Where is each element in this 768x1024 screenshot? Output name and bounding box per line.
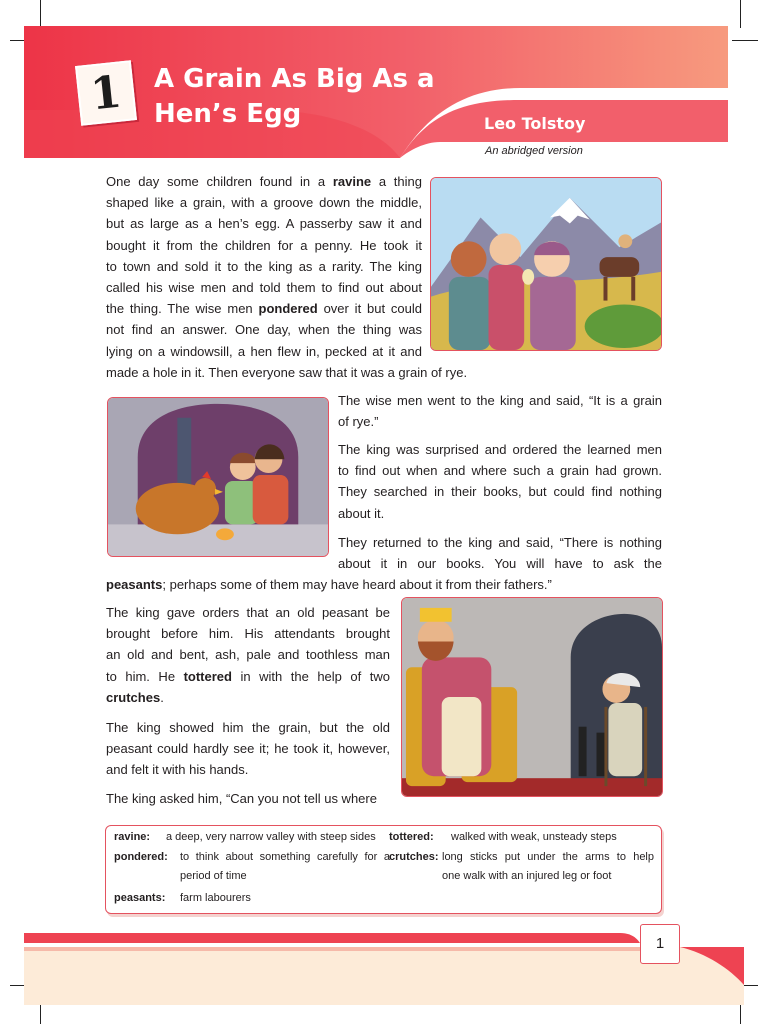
definition-line: long sticks put under the arms to help xyxy=(442,850,654,863)
text-line: but as large as a hen’s egg. A passerby saw it and xyxy=(106,216,422,232)
title-line: A Grain As Big As a xyxy=(154,64,435,94)
definition-line: one walk with an injured leg or foot xyxy=(442,870,612,882)
text-line: The wise men went to the king and said, “It is a grain xyxy=(338,393,662,408)
vocab-word: crutches xyxy=(106,689,161,705)
glossary-term: crutches: xyxy=(389,850,439,863)
definition-line: a deep, very narrow valley with steep sides xyxy=(166,831,376,843)
text-line: shaped like a grain, with a groove down the middle, xyxy=(106,195,422,211)
illustration-king-and-peasant xyxy=(401,597,663,797)
definition-line: walked with weak, unsteady steps xyxy=(451,831,617,843)
glossary-box xyxy=(105,825,662,914)
text-line: peasant could hardly see it; he took it, however, xyxy=(106,741,390,757)
text-line: The king showed him the grain, but the old xyxy=(106,720,390,735)
vocab-word: tottered xyxy=(183,668,232,684)
story-text: ; perhaps some of them may have heard about it from their fathers.” xyxy=(162,577,552,592)
vocab-word: peasants xyxy=(106,577,163,592)
glossary-term: tottered: xyxy=(389,831,434,843)
definition-line: period of time xyxy=(180,870,247,882)
glossary-term: peasants: xyxy=(114,892,166,904)
text-line: The king was surprised and ordered the learned men xyxy=(338,442,662,457)
glossary-definition xyxy=(166,828,376,848)
vocab-word: pondered xyxy=(258,301,318,317)
story-paragraph-2 xyxy=(338,390,662,432)
glossary-term: ravine: xyxy=(114,831,151,843)
text-line: crutches. xyxy=(106,689,164,705)
illustration-hen-at-window xyxy=(107,397,329,557)
text-line: lying on a windowsill, a hen flew in, pecked at it and xyxy=(106,343,422,359)
text-line: the thing. The wise men pondered over it but could xyxy=(106,301,422,317)
text-line: bought it from the children for a penny. He took it xyxy=(106,237,422,253)
chapter-number-badge: 1 xyxy=(75,60,137,126)
story-paragraph-4-last-line xyxy=(106,574,666,595)
text-line: and felt it with his hands. xyxy=(106,762,249,778)
glossary-term: pondered: xyxy=(114,850,168,863)
illustration-children-with-grain xyxy=(430,177,662,351)
story-paragraph-4 xyxy=(338,532,662,574)
text-line: not find an answer. One day, when the thing was xyxy=(106,322,422,338)
glossary-definition xyxy=(180,889,390,909)
story-paragraph-6 xyxy=(106,717,390,781)
chapter-title xyxy=(154,62,454,132)
text-line: of rye.” xyxy=(338,414,379,430)
text-line: They returned to the king and said, “There is nothing xyxy=(338,535,662,550)
text-line: to find out when and where such a grain had grown. xyxy=(338,463,662,479)
text-line: an old and bent, ash, pale and toothless man xyxy=(106,647,390,663)
definition-line: farm labourers xyxy=(180,892,251,904)
version-note: An abridged version xyxy=(485,145,583,157)
text-line: about it in our books. You will have to ask the xyxy=(338,556,662,572)
story-paragraph-3 xyxy=(338,439,662,524)
text-line: One day some children found in a ravine a thing xyxy=(106,174,422,189)
vocab-word: ravine xyxy=(332,174,372,189)
text-line: called his wise men and told them to find out about xyxy=(106,280,422,296)
glossary-definition xyxy=(442,848,654,887)
text-line: They searched in their books, but could find nothing xyxy=(338,484,662,500)
story-paragraph-1-last-line: made a hole in it. Then everyone saw that it was a grain of rye. xyxy=(106,365,468,380)
glossary-definition xyxy=(451,828,663,848)
text-line: brought before him. His attendants brought xyxy=(106,626,390,642)
title-line: Hen’s Egg xyxy=(154,99,302,129)
story-paragraph-5 xyxy=(106,602,390,708)
story-paragraph-1 xyxy=(106,171,422,362)
author-name: Leo Tolstoy xyxy=(484,114,586,133)
page-number: 1 xyxy=(640,924,680,964)
definition-line: to think about something carefully for a xyxy=(180,850,390,863)
glossary-definition xyxy=(180,848,390,887)
story-paragraph-7: The king asked him, “Can you not tell us where xyxy=(106,791,377,806)
text-line: The king gave orders that an old peasant be xyxy=(106,605,390,620)
text-line: to him. He tottered in with the help of two xyxy=(106,668,390,684)
text-line: about it. xyxy=(338,505,385,521)
text-line: to town and sold it to the king as a rarity. The king xyxy=(106,258,422,274)
